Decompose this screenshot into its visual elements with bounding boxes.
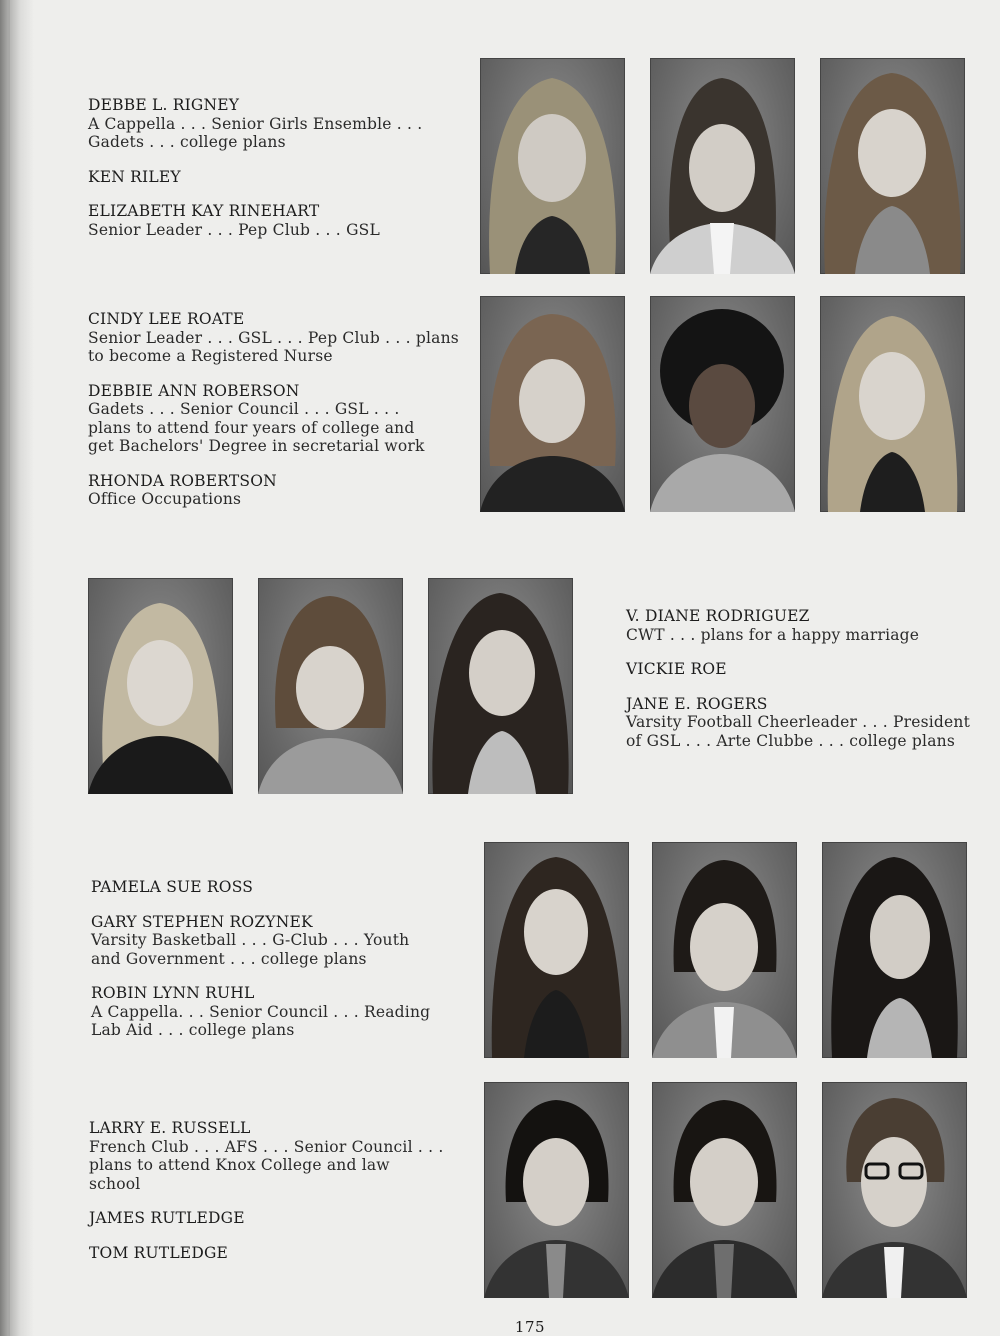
- page-number: 175: [514, 1318, 546, 1336]
- student-portrait-photo: [820, 58, 965, 274]
- binding-crease: [8, 0, 10, 1336]
- student-name: DEBBE L. RIGNEY: [88, 96, 240, 114]
- student-activities: of GSL . . . Arte Clubbe . . . college plans: [626, 731, 955, 750]
- student-name: KEN RILEY: [88, 167, 181, 186]
- student-name: ROBIN LYNN RUHL: [91, 984, 255, 1002]
- student-portrait-photo: [652, 1082, 797, 1298]
- student-activities: plans to attend Knox College and law: [89, 1156, 390, 1174]
- student-name: JANE E. ROGERS: [626, 694, 768, 713]
- text-block-2: [88, 310, 459, 525]
- student-portrait-photo: [822, 842, 967, 1058]
- student-portrait-photo: [480, 58, 625, 274]
- book-binding: [0, 0, 34, 1336]
- student-activities: Gadets . . . Senior Council . . . GSL . . .: [88, 400, 400, 418]
- student-portrait-photo: [652, 842, 797, 1058]
- text-block-4: [91, 878, 430, 1056]
- student-portrait-photo: [480, 296, 625, 512]
- student-entry: [88, 96, 422, 152]
- student-entry: [88, 382, 459, 456]
- student-name: VICKIE ROE: [626, 660, 727, 678]
- student-entry: [88, 472, 459, 509]
- student-activities: and Government . . . college plans: [91, 949, 367, 968]
- student-entry: [88, 310, 459, 366]
- student-name: RHONDA ROBERTSON: [88, 471, 277, 490]
- student-activities: Lab Aid . . . college plans: [91, 1021, 295, 1039]
- student-entry: [89, 1119, 444, 1193]
- student-portrait-photo: [428, 578, 573, 794]
- student-entry: [91, 878, 430, 897]
- student-name: TOM RUTLEDGE: [89, 1243, 229, 1262]
- student-name: JAMES RUTLEDGE: [89, 1209, 245, 1227]
- student-activities: A Cappella . . . Senior Girls Ensemble . . .: [88, 114, 423, 133]
- student-entry: [91, 913, 430, 969]
- student-name: V. DIANE RODRIGUEZ: [626, 607, 810, 625]
- text-block-1: [88, 96, 422, 255]
- student-portrait-photo: [484, 842, 629, 1058]
- student-entry: [89, 1244, 444, 1263]
- student-activities: Senior Leader . . . GSL . . . Pep Club . . . plans: [88, 328, 459, 347]
- text-block-5: [89, 1119, 444, 1278]
- student-activities: Senior Leader . . . Pep Club . . . GSL: [88, 220, 380, 239]
- student-activities: CWT . . . plans for a happy marriage: [626, 625, 920, 644]
- student-portrait-photo: [822, 1082, 967, 1298]
- student-entry: [626, 695, 970, 751]
- student-activities: Office Occupations: [88, 490, 242, 508]
- student-activities: Varsity Basketball . . . G-Club . . . Youth: [91, 931, 410, 949]
- student-activities: plans to attend four years of college and: [88, 418, 415, 437]
- student-entry: [626, 660, 970, 679]
- student-portrait-photo: [650, 58, 795, 274]
- student-activities: A Cappella. . . Senior Council . . . Reading: [91, 1002, 431, 1021]
- student-name: CINDY LEE ROATE: [88, 310, 245, 328]
- student-portrait-photo: [258, 578, 403, 794]
- student-entry: [88, 168, 422, 187]
- student-entry: [88, 202, 422, 239]
- student-name: PAMELA SUE ROSS: [91, 878, 254, 896]
- student-portrait-photo: [650, 296, 795, 512]
- student-name: ELIZABETH KAY RINEHART: [88, 202, 320, 220]
- student-entry: [626, 607, 970, 644]
- student-portrait-photo: [820, 296, 965, 512]
- student-name: GARY STEPHEN ROZYNEK: [91, 912, 313, 931]
- student-portrait-photo: [484, 1082, 629, 1298]
- student-activities: school: [89, 1174, 141, 1193]
- student-activities: Gadets . . . college plans: [88, 133, 286, 151]
- text-block-3: [626, 607, 970, 766]
- student-portrait-photo: [88, 578, 233, 794]
- student-entry: [91, 984, 430, 1040]
- student-activities: French Club . . . AFS . . . Senior Council . . .: [89, 1137, 444, 1156]
- student-name: DEBBIE ANN ROBERSON: [88, 381, 300, 400]
- student-activities: get Bachelors' Degree in secretarial work: [88, 437, 425, 455]
- student-activities: to become a Registered Nurse: [88, 347, 333, 365]
- student-activities: Varsity Football Cheerleader . . . President: [626, 713, 971, 731]
- student-name: LARRY E. RUSSELL: [89, 1119, 251, 1137]
- student-entry: [89, 1209, 444, 1228]
